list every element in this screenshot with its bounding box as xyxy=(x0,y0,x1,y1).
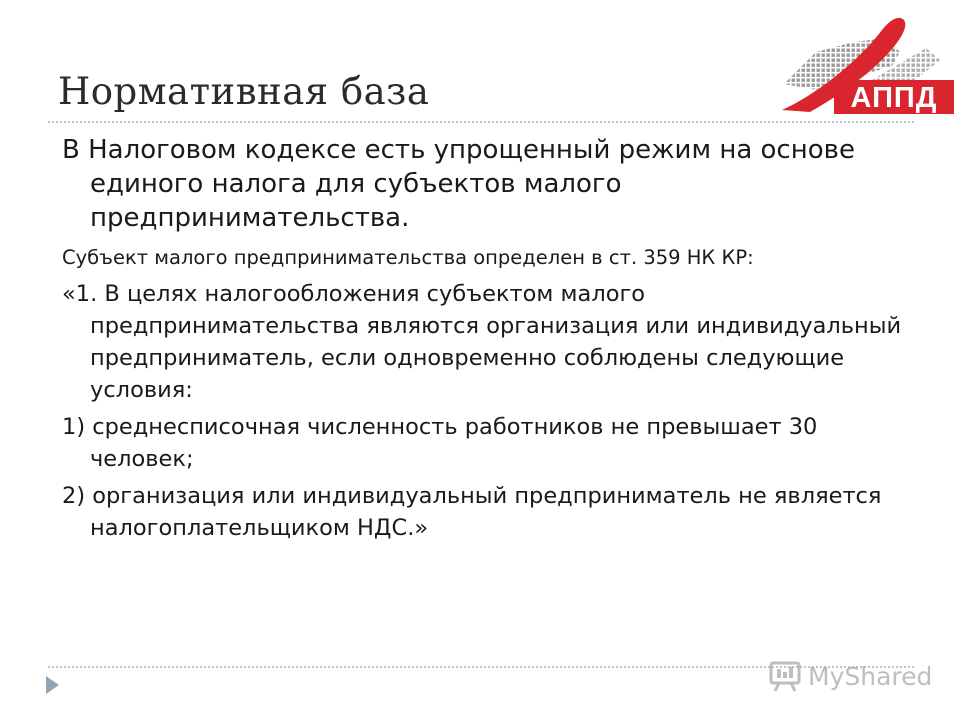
paragraph-4: 1) среднесписочная численность работников не превышает 30 человек; xyxy=(62,414,818,472)
watermark-text: MyShared xyxy=(808,661,933,691)
paragraph-1: В Налоговом кодексе есть упрощенный режим на основе единого налога для субъектов малого предпринимательства. xyxy=(62,135,855,233)
presentation-board-icon xyxy=(768,659,802,693)
paragraph-2: Субъект малого предпринимательства определен в ст. 359 НК КР: xyxy=(62,246,754,269)
play-arrow-icon[interactable] xyxy=(46,676,59,694)
logo-text: АППД xyxy=(850,82,938,114)
slide-title: Нормативная база xyxy=(58,70,430,113)
slide-body xyxy=(62,133,912,549)
paragraph-3: «1. В целях налогообложения субъектом малого предпринимательства являются организация или индивидуальный предприниматель, если одновременно соблюдены следующие условия: xyxy=(62,281,902,403)
paragraph-5: 2) организация или индивидуальный предприниматель не является налогоплательщиком НДС.» xyxy=(62,483,882,541)
appd-logo xyxy=(776,8,956,118)
watermark xyxy=(768,656,932,696)
title-divider xyxy=(48,121,914,123)
